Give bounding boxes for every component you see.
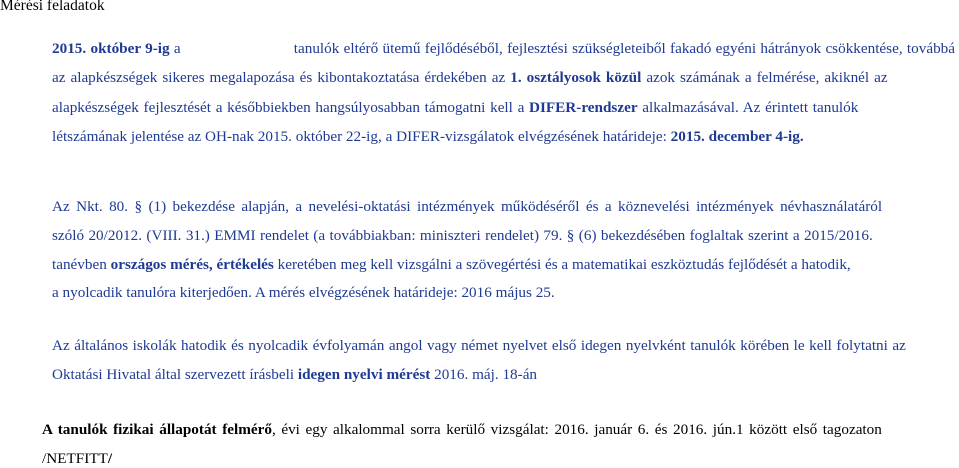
text-fragment: , évi egy alkalommal sorra kerülő vizsgálat [271, 421, 545, 438]
national-assessment-emphasis: országos mérés, értékelés [110, 256, 274, 273]
text-fragment: létszámának jelentése az OH-nak 2015. október 22-ig, a DIFER-vizsgálatok elvégzésének határideje: [52, 128, 671, 145]
para3-line1 [52, 337, 955, 355]
date-deadline-2: 2015. december 4-ig. [670, 128, 804, 145]
text-fragment: az alapkészségek sikeres megalapozása és kibontakoztatása érdekében az [52, 69, 511, 86]
text-fragment: 2016. máj. 18-án [430, 366, 538, 383]
first-grade-emphasis: 1. osztályosok közül [510, 69, 642, 86]
para3-line2 [52, 366, 537, 384]
text-fragment: /NETFITT [42, 450, 108, 467]
text-fragment: Az Nkt. 80. § (1) bekezdése alapján, a nevelési-oktatási intézmények működéséről és a köznevelési intézmények névhasználatáról [52, 198, 883, 215]
date-deadline-1: 2015. október 9-ig [52, 40, 170, 57]
text-fragment: : 2016. január 6. és 2016. jún.1 között első tagozaton [544, 421, 882, 438]
text-fragment: a nyolcadik tanulóra kiterjedően. A mérés elvégzésének határideje: 2016 május 25. [52, 284, 555, 301]
para1-line1 [52, 40, 955, 58]
text-fragment: Oktatási Hivatal által szervezett írásbeli [52, 366, 298, 383]
text-fragment: tanévben [52, 256, 111, 273]
text-fragment: szóló 20/2012. (VIII. 31.) EMMI rendelet (a továbbiakban: miniszteri rendelet) 79. § (6) bekezdésében foglaltak szerint a 2015/2016. [52, 227, 873, 244]
fitness-test-emphasis: A tanulók fizikai állapotát felmérő [42, 421, 272, 438]
difer-emphasis: DIFER-rendszer [529, 99, 638, 116]
para4-line2 [42, 450, 112, 468]
text-fragment: Az általános iskolák hatodik és nyolcadik évfolyamán angol vagy német nyelvet első idegen nyelvként tanulók körében le kell folytatni az [52, 337, 906, 354]
language-test-emphasis: idegen nyelvi mérést [297, 366, 431, 383]
text-fragment: tanulók eltérő ütemű fejlődéséből, fejlesztési szükségleteiből fakadó egyéni hátrányok csökkentése, továbbá [293, 40, 955, 57]
para1-line4 [52, 128, 804, 146]
text-fragment: azok számának a felmérése, akiknél az [641, 69, 888, 86]
para2-line3 [52, 256, 955, 274]
para2-line4 [52, 284, 555, 302]
text-fragment: alkalmazásával. Az érintett tanulók [637, 99, 859, 116]
para2-line2 [52, 227, 873, 245]
text-fragment: / [107, 450, 113, 467]
para1-line3 [52, 99, 955, 117]
para4-line1 [42, 421, 955, 439]
para2-line1 [52, 198, 955, 216]
text-fragment: keretében meg kell vizsgálni a szövegértési és a matematikai eszköztudás fejlődését a hatodik, [273, 256, 851, 273]
para1-line2 [52, 69, 955, 87]
page-heading: Mérési feladatok [0, 0, 105, 14]
text-fragment: a [169, 40, 181, 57]
text-fragment: alapkészségek fejlesztését a későbbiekben hangsúlyosabban támogatni kell a [52, 99, 530, 116]
